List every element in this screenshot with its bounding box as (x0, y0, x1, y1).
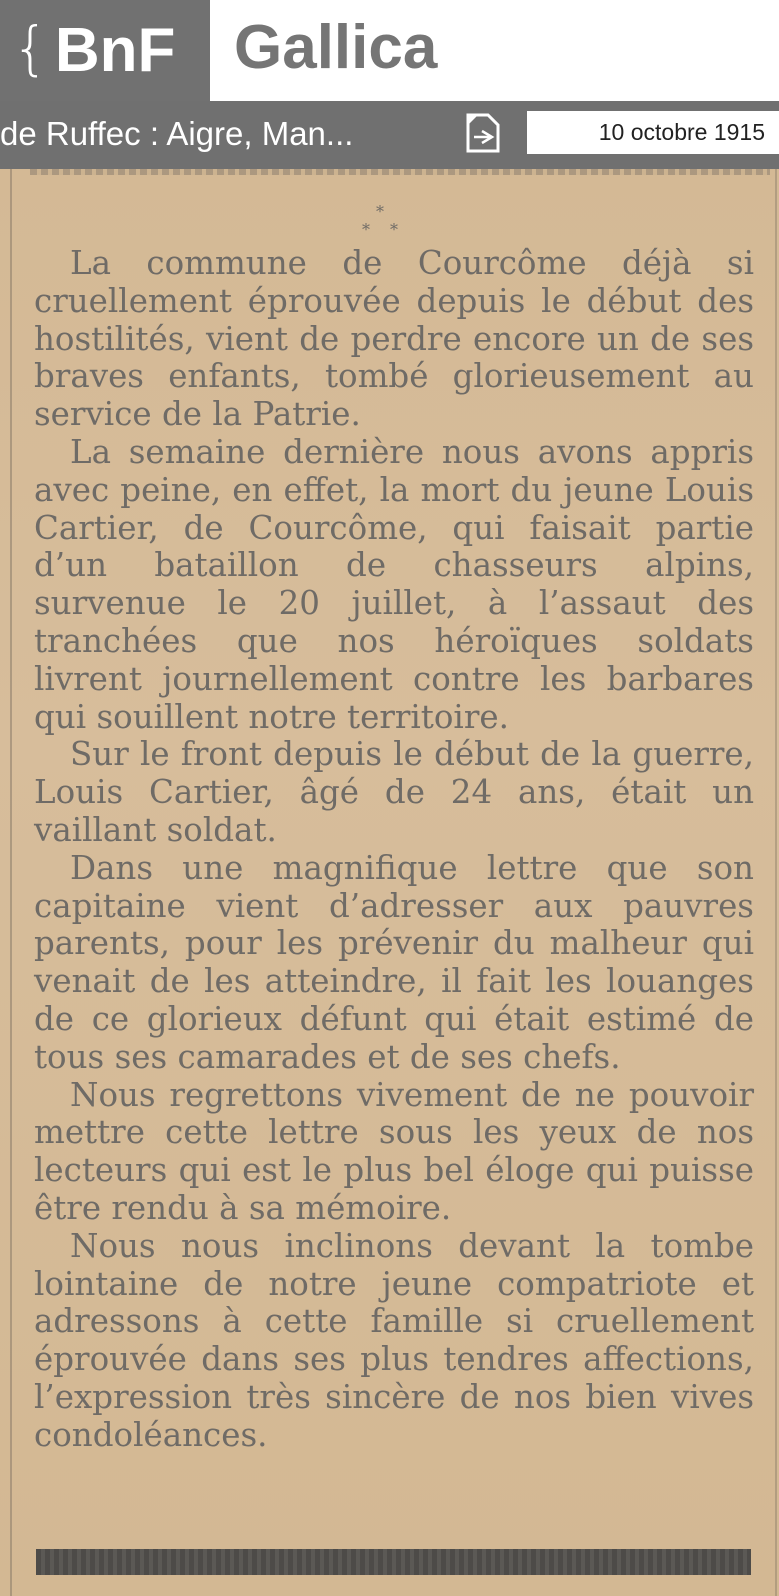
article-paragraph: Sur le front depuis le début de la guerre, Louis Cartier, âgé de 24 ans, était un vaillant soldat. (34, 735, 754, 849)
gallica-site-name[interactable]: Gallica (234, 13, 438, 82)
bnf-logo[interactable] (0, 0, 210, 101)
bnf-logo-text: BnF (54, 16, 176, 85)
issue-date-value: 10 octobre 1915 (598, 119, 765, 145)
column-rule-right (775, 169, 777, 1596)
article-paragraph: Nous nous inclinons devant la tombe lointaine de notre jeune compatriote et adressons à cette famille si cruellement éprouvée dans ses plus tendres affections, l’expression très sincère de nos bien vives condoléances. (34, 1226, 754, 1454)
table-of-contents-icon[interactable] (460, 111, 504, 155)
document-title[interactable]: de Ruffec : Aigre, Man... (0, 115, 354, 152)
article-paragraph: Dans une magnifique lettre que son capitaine vient d’adresser aux pauvres parents, pour les prévenir du malheur qui venait de les atteindre, il fait les louanges de ce glorieux défunt qui était estimé de tous ses camarades et de ses chefs. (34, 848, 754, 1076)
article-paragraph: La semaine dernière nous avons appris avec peine, en effet, la mort du jeune Louis Cartier, de Courcôme, qui faisait partie d’un bataillon de chasseurs alpins, survenue le 20 juillet, à l’assaut des tranchées que nos héroïques soldats livrent journellement contre les barbares qui souillent notre territoire. (34, 432, 754, 736)
asterism-separator (360, 203, 410, 243)
svg-text:*: * (390, 220, 398, 239)
newspaper-page-scan[interactable] (0, 169, 779, 1596)
bnf-logo-brace: { (12, 13, 49, 82)
section-divider-bar (36, 1549, 751, 1575)
svg-text:*: * (362, 220, 370, 239)
column-rule-left (10, 169, 12, 1596)
article-body (34, 245, 754, 1455)
svg-text:*: * (376, 203, 384, 221)
article-paragraph: La commune de Courcôme déjà si cruellement éprouvée depuis le début des hostilités, vient de perdre encore un de ses braves enfants, tombé glorieusement au service de la Patrie. (34, 244, 754, 434)
clipped-text-line (30, 169, 770, 175)
table-of-contents-icon-graphic (460, 111, 504, 155)
document-toolbar (0, 101, 779, 169)
asterism-icon (360, 203, 410, 243)
issue-date-selector[interactable] (527, 111, 779, 154)
article-paragraph: Nous regrettons vivement de ne pouvoir mettre cette lettre sous les yeux de nos lecteurs qui est le plus bel éloge qui puisse être rendu à sa mémoire. (34, 1075, 754, 1227)
site-header (0, 0, 779, 102)
